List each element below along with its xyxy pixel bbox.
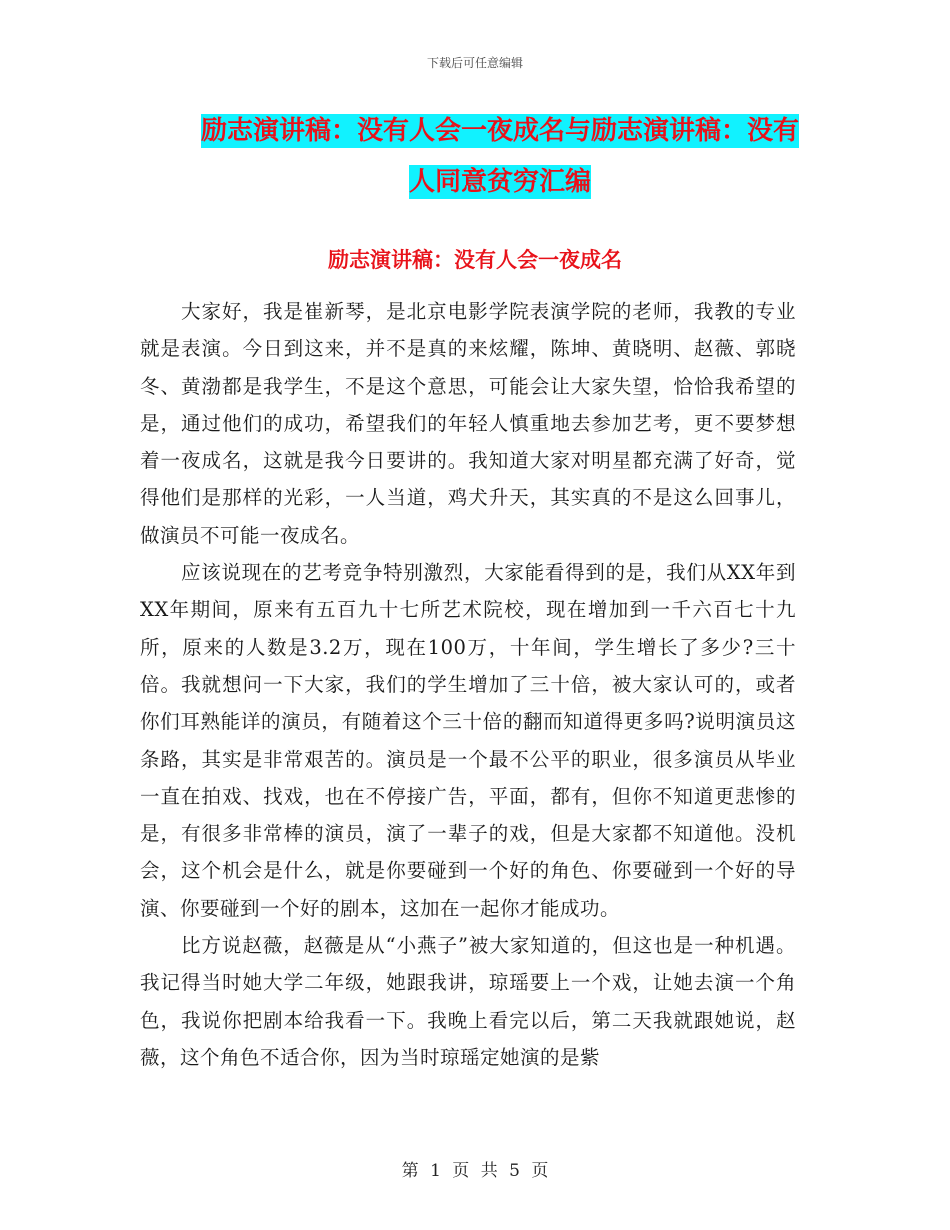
- document-title-line2: 人同意贫穷汇编: [408, 167, 591, 197]
- paragraph: 大家好，我是崔新琴，是北京电影学院表演学院的老师，我教的专业就是表演。今日到这来，并不是真的来炫耀，陈坤、黄晓明、赵薇、郭晓冬、黄渤都是我学生，不是这个意思，可能会让大家失望，恰恰我希望的是，通过他们的成功，希望我们的年轻人慎重地去参加艺考，更不要梦想着一夜成名，这就是我今日要讲的。我知道大家对明星都充满了好奇，觉得他们是那样的光彩，一人当道，鸡犬升天，其实真的不是这么回事儿，做演员不可能一夜成名。: [140, 300, 796, 547]
- document-title-line1: 励志演讲稿：没有人会一夜成名与励志演讲稿：没有: [200, 116, 799, 146]
- paragraph: 比方说赵薇，赵薇是从“小燕子”被大家知道的，但这也是一种机遇。我记得当时她大学二年级，她跟我讲，琼瑶要上一个戏，让她去演一个角色，我说你把剧本给我看一下。我晚上看完以后，第二天我就跟她说，赵薇，这个角色不适合你，因为当时琼瑶定她演的是紫: [140, 934, 796, 1069]
- section-title: 励志演讲稿：没有人会一夜成名: [328, 248, 622, 272]
- document-body: [140, 293, 796, 1076]
- page-header-note: 下载后可任意编辑: [426, 56, 523, 70]
- document-title: [190, 106, 810, 208]
- paragraph: 应该说现在的艺考竞争特别激烈，大家能看得到的是，我们从XX年到XX年期间，原来有五百九十七所艺术院校，现在增加到一千六百七十九所，原来的人数是3.2万，现在100万，十年间，学生增长了多少?三十倍。我就想问一下大家，我们的学生增加了三十倍，被大家认可的，或者你们耳熟能详的演员，有随着这个三十倍的翻而知道得更多吗?说明演员这条路，其实是非常艰苦的。演员是一个最不公平的职业，很多演员从毕业一直在拍戏、找戏，也在不停接广告，平面，都有，但你不知道更悲惨的是，有很多非常棒的演员，演了一辈子的戏，但是大家都不知道他。没机会，这个机会是什么，就是你要碰到一个好的角色、你要碰到一个好的导演、你要碰到一个好的剧本，这加在一起你才能成功。: [140, 561, 796, 920]
- page-number-footer: 第 1 页 共 5 页: [401, 1161, 549, 1181]
